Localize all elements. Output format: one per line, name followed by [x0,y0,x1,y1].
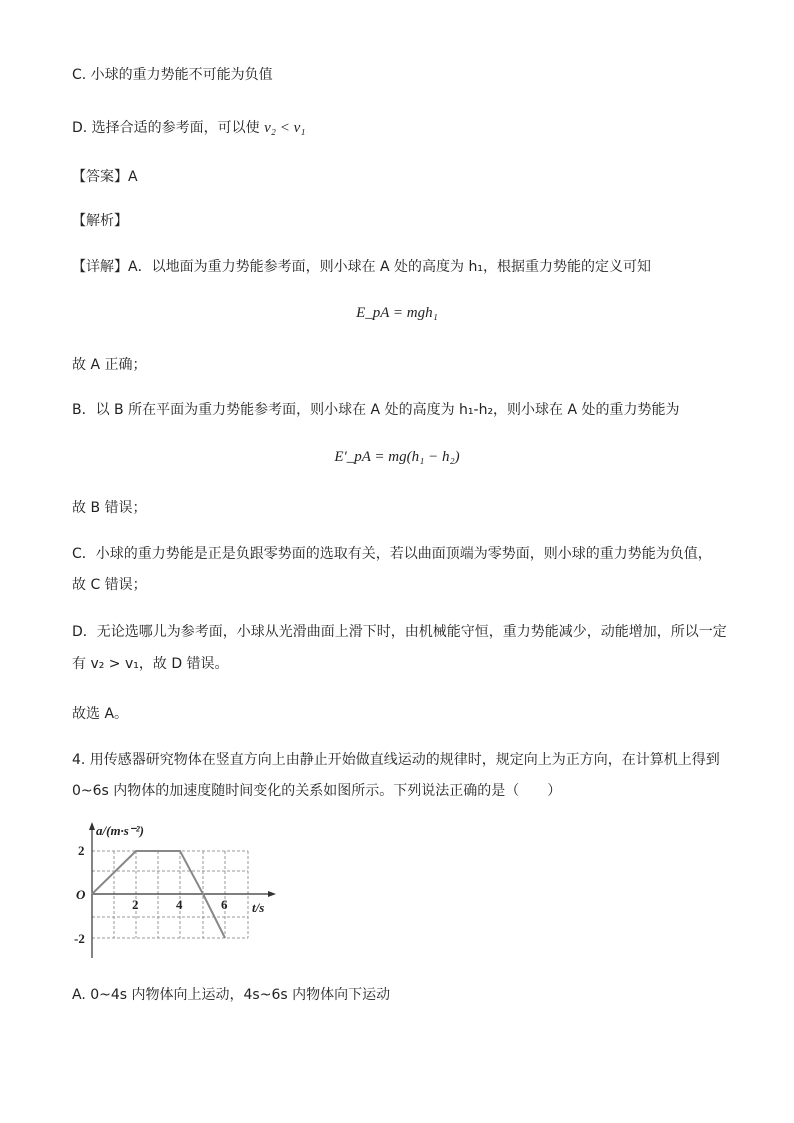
option-d-text: D. 选择合适的参考面，可以使 [72,120,260,136]
detail-d-line1: D．无论选哪儿为参考面，小球从光滑曲面上滑下时，由机械能守恒，重力势能减少，动能增加，所以一定 [72,624,727,640]
equation-2: E′_pA = mg(h₁ − h₂) [334,449,460,465]
graph-ytick-neg2: -2 [74,931,85,946]
graph-ytick-2: 2 [78,843,85,858]
option-d-math: v₂ < v₁ [264,120,306,136]
equation-1: E_pA = mgh₁ [356,305,438,321]
detail-d-line2: 有 v₂ > v₁，故 D 错误。 [72,656,229,672]
graph-xtick-6: 6 [221,897,228,912]
answer-label: 【答案】A [72,169,138,185]
detail-c-line2: 故 C 错误； [72,577,147,593]
option-d [72,118,306,138]
conclusion-a: 故 A 正确； [72,357,147,373]
option-4a: A. 0~4s 内物体向上运动，4s~6s 内物体向下运动 [72,987,391,1003]
x-axis-arrow-icon [268,891,276,897]
conclusion-b: 故 B 错误； [72,500,147,516]
final-choice: 故选 A。 [72,706,129,722]
detail-c-line1: C．小球的重力势能是正是负跟零势面的选取有关，若以曲面顶端为零势面，则小球的重力势能为负值， [72,546,712,562]
question-4-line2: 0~6s 内物体的加速度随时间变化的关系如图所示。下列说法正确的是（ ） [72,783,562,799]
detail-b: B．以 B 所在平面为重力势能参考面，则小球在 A 处的高度为 h₁-h₂，则小球在 A 处的重力势能为 [72,402,680,418]
analysis-header: 【解析】 [72,213,128,229]
graph-origin: O [76,887,86,902]
graph-ylabel: a/(m·s⁻²) [96,823,144,838]
option-c: C. 小球的重力势能不可能为负值 [72,67,273,83]
graph-xtick-2: 2 [132,897,139,912]
question-4-line1: 4. 用传感器研究物体在竖直方向上由静止开始做直线运动的规律时，规定向上为正方向，在计算机上得到 [72,752,720,768]
graph-xtick-4: 4 [176,897,183,912]
acceleration-time-graph [72,818,292,963]
detail-a: 【详解】A．以地面为重力势能参考面，则小球在 A 处的高度为 h₁，根据重力势能的定义可知 [72,259,651,275]
y-axis-arrow-icon [89,822,95,830]
graph-xlabel: t/s [252,900,265,915]
